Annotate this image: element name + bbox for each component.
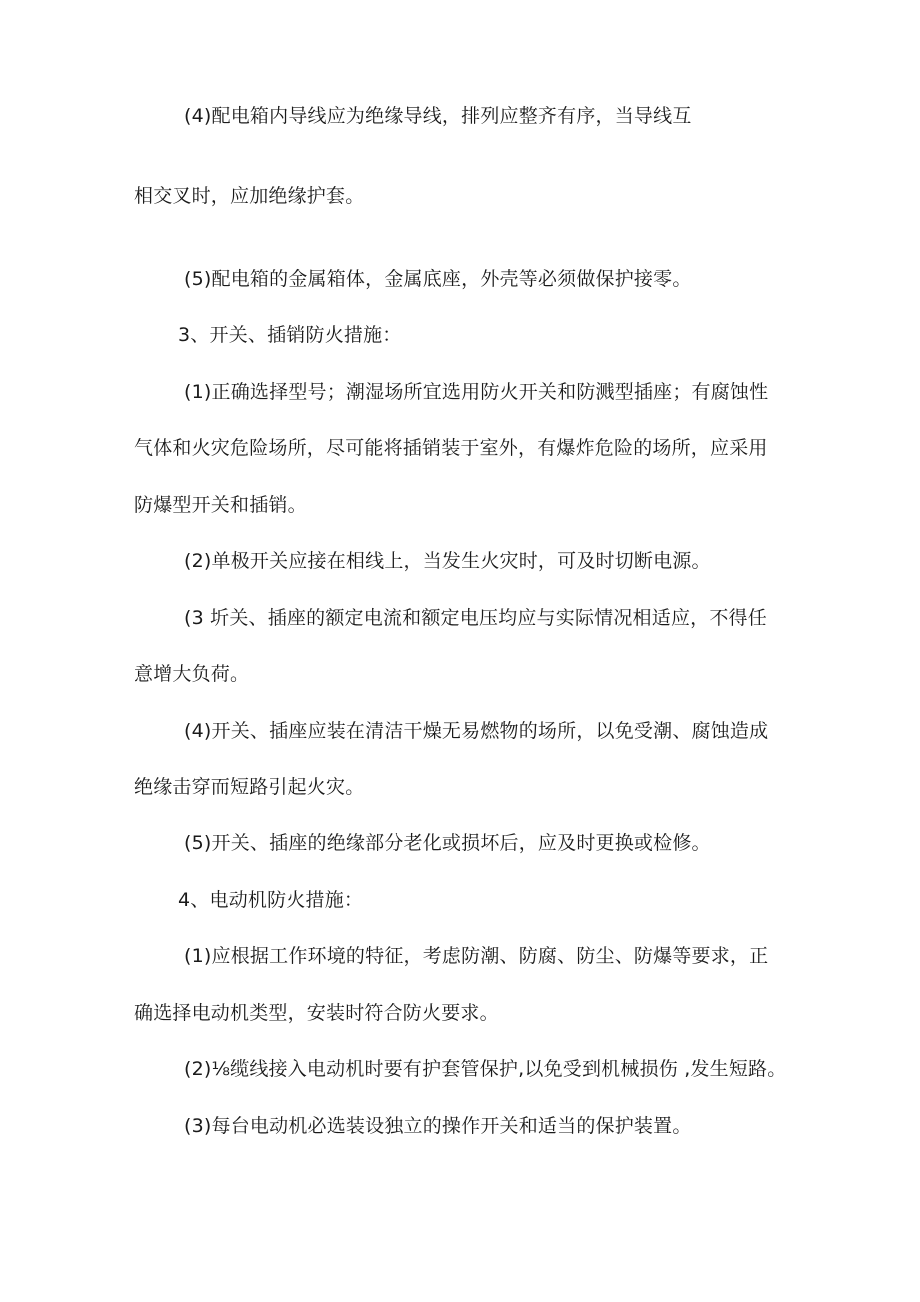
paragraph-4-line-2: 相交叉时，应加绝缘护套。 (134, 185, 365, 207)
item-1-line-1: (1)正确选择型号；潮湿场所宜选用防火开关和防溅型插座；有腐蚀性 (184, 381, 769, 403)
item-4-line-2: 绝缘击穿而短路引起火灾。 (134, 776, 365, 798)
item-3-line-1: (3 圻关、插座的额定电流和额定电压均应与实际情况相适应，不得任 (184, 607, 767, 629)
paragraph-4-line-1: (4)配电箱内导线应为绝缘导线，排列应整齐有序，当导线互 (184, 105, 692, 127)
item-5: (5)开关、插座的绝缘部分老化或损坏后，应及时更换或检修。 (184, 832, 711, 854)
motor-item-1-line-1: (1)应根据工作环境的特征，考虑防潮、防腐、防尘、防爆等要求，正 (184, 945, 769, 967)
section-4-heading: 4、电动机防火措施： (178, 889, 364, 911)
item-4-line-1: (4)开关、插座应装在清洁干燥无易燃物的场所，以免受潮、腐蚀造成 (184, 720, 769, 742)
item-2: (2)单极开关应接在相线上，当发生火灾时，可及时切断电源。 (184, 550, 711, 572)
motor-item-2: (2)⅛缆线接入电动机时要有护套管保护,以免受到机械损伤 ,发生短路。 (184, 1058, 787, 1080)
motor-item-1-line-2: 确选择电动机类型，安装时符合防火要求。 (134, 1002, 499, 1024)
motor-item-3: (3)每台电动机必选装设独立的操作开关和适当的保护装置。 (184, 1115, 692, 1137)
item-1-line-2: 气体和火灾危险场所，尽可能将插销装于室外，有爆炸危险的场所，应采用 (134, 437, 768, 459)
section-3-heading: 3、开关、插销防火措施： (178, 324, 402, 346)
item-1-line-3: 防爆型开关和插销。 (134, 494, 307, 516)
paragraph-5: (5)配电箱的金属箱体，金属底座，外壳等必须做保护接零。 (184, 268, 692, 290)
item-3-line-2: 意增大负荷。 (134, 663, 250, 685)
